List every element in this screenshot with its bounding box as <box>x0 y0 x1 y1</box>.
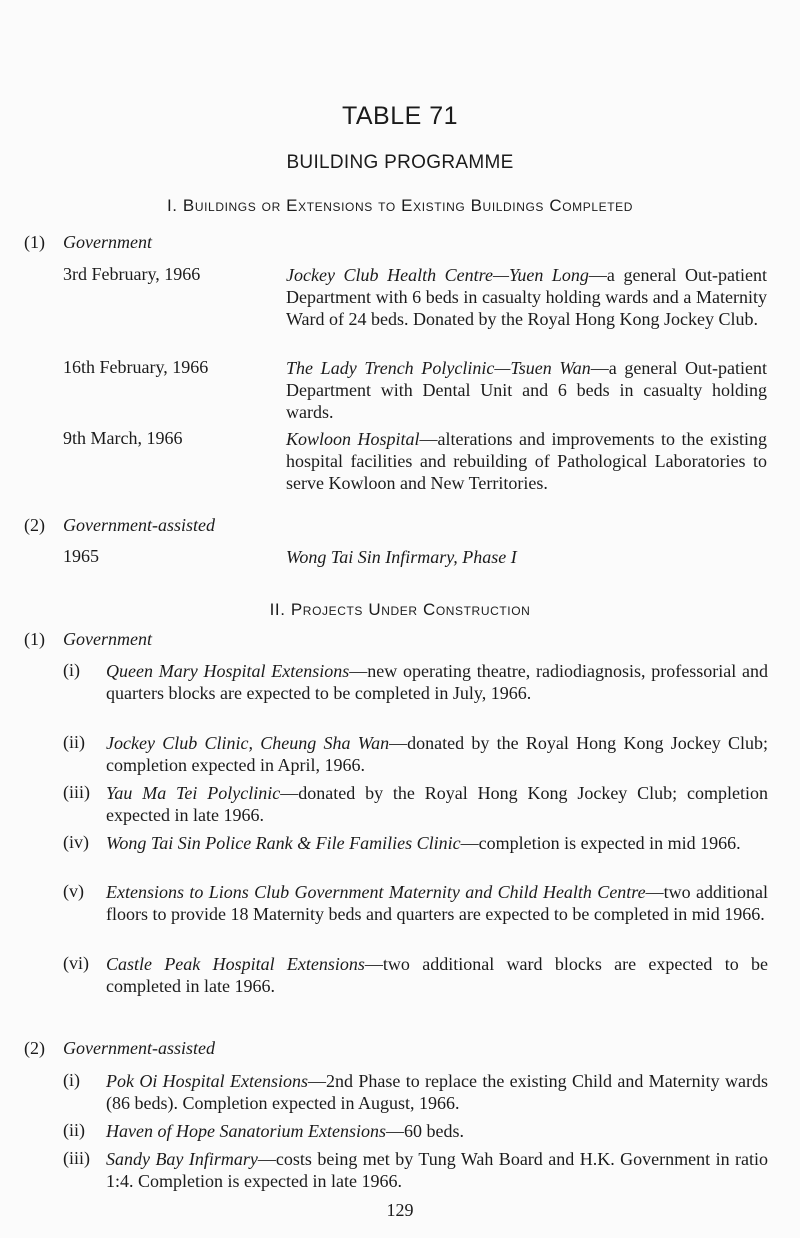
item-number: (ii) <box>63 1120 85 1140</box>
subsection-label: Government <box>63 232 152 252</box>
subsection-label: Government-assisted <box>63 1038 215 1058</box>
item-text: —60 beds. <box>385 1121 464 1141</box>
item-description <box>106 782 768 826</box>
subsection-number: (2) <box>24 515 45 535</box>
item-number: (v) <box>63 881 84 901</box>
page-title: BUILDING PROGRAMME <box>286 152 514 173</box>
subsection-label: Government-assisted <box>63 515 215 535</box>
item-text: —new operating theatre, radiodiagnosis, professorial and quarters blocks are expected to be completed in July, 1966. <box>106 661 769 703</box>
entry-date: 9th March, 1966 <box>63 428 183 448</box>
item-text: —donated by the Royal Hong Kong Jockey Club; completion expected in April, 1966. <box>106 733 768 775</box>
entry-date: 16th February, 1966 <box>63 357 209 377</box>
entry-description <box>286 264 767 330</box>
section-heading-under-construction: II. Projects Under Construction <box>269 600 531 619</box>
item-number: (i) <box>63 660 80 680</box>
facility-name: Wong Tai Sin Police Rank & File Families Clinic <box>106 833 461 853</box>
item-text: —completion is expected in mid 1966. <box>460 833 741 853</box>
section-heading-completed: I. Buildings or Extensions to Existing Buildings Completed <box>166 196 634 215</box>
facility-name: Haven of Hope Sanatorium Extensions <box>106 1121 386 1141</box>
facility-name: Kowloon Hospital <box>286 429 420 449</box>
item-description <box>106 1120 768 1142</box>
facility-name: Pok Oi Hospital Extensions <box>106 1071 309 1091</box>
item-text: —two additional ward blocks are expected to be completed in late 1966. <box>106 954 769 996</box>
entry-date: 1965 <box>63 546 99 566</box>
item-number: (iii) <box>63 782 90 802</box>
facility-name: Sandy Bay Infirmary <box>106 1149 258 1169</box>
facility-name: Jockey Club Health Centre—Yuen Long <box>286 265 589 285</box>
item-number: (iv) <box>63 832 89 852</box>
facility-name: Extensions to Lions Club Government Maternity and Child Health Centre <box>106 882 646 902</box>
facility-name: Wong Tai Sin Infirmary, Phase I <box>286 547 517 567</box>
item-text: —2nd Phase to replace the existing Child and Maternity wards (86 beds). Completion expected in August, 1966. <box>106 1071 768 1113</box>
item-description <box>106 660 768 704</box>
item-text: —costs being met by Tung Wah Board and H.K. Government in ratio 1:4. Completion is expected in late 1966. <box>106 1149 768 1191</box>
subsection-number: (1) <box>24 629 45 649</box>
entry-text: —a general Out-patient Department with 6 beds in casualty holding wards and a Maternity Ward of 24 beds. Donated by the Royal Hong Kong Jockey Club. <box>286 265 767 329</box>
item-description <box>106 953 768 997</box>
facility-name: Jockey Club Clinic, Cheung Sha Wan <box>106 733 390 753</box>
item-description <box>106 732 768 776</box>
item-description <box>106 1148 768 1192</box>
entry-description <box>286 357 767 423</box>
facility-name: Queen Mary Hospital Extensions <box>106 661 350 681</box>
table-number: TABLE 71 <box>341 102 459 130</box>
item-number: (ii) <box>63 732 85 752</box>
item-description <box>106 881 768 925</box>
facility-name: Castle Peak Hospital Extensions <box>106 954 365 974</box>
subsection-number: (2) <box>24 1038 45 1058</box>
facility-name: The Lady Trench Polyclinic—Tsuen Wan <box>286 358 591 378</box>
entry-date: 3rd February, 1966 <box>63 264 201 284</box>
item-number: (vi) <box>63 953 89 973</box>
entry-text: —alterations and improvements to the existing hospital facilities and rebuilding of Pathological Laboratories to serve Kowloon and New Territories. <box>286 429 767 493</box>
item-description <box>106 1070 768 1114</box>
item-number: (iii) <box>63 1148 90 1168</box>
subsection-number: (1) <box>24 232 45 252</box>
facility-name: Yau Ma Tei Polyclinic <box>106 783 281 803</box>
item-number: (i) <box>63 1070 80 1090</box>
item-description <box>106 832 768 854</box>
entry-description <box>286 428 767 494</box>
page-number: 129 <box>386 1200 414 1220</box>
entry-text: —a general Out-patient Department with Dental Unit and 6 beds in casualty holding wards. <box>286 358 768 422</box>
subsection-label: Government <box>63 629 152 649</box>
item-text: —two additional floors to provide 18 Maternity beds and quarters are expected to be completed in mid 1966. <box>106 882 768 924</box>
item-text: —donated by the Royal Hong Kong Jockey Club; completion expected in late 1966. <box>106 783 769 825</box>
